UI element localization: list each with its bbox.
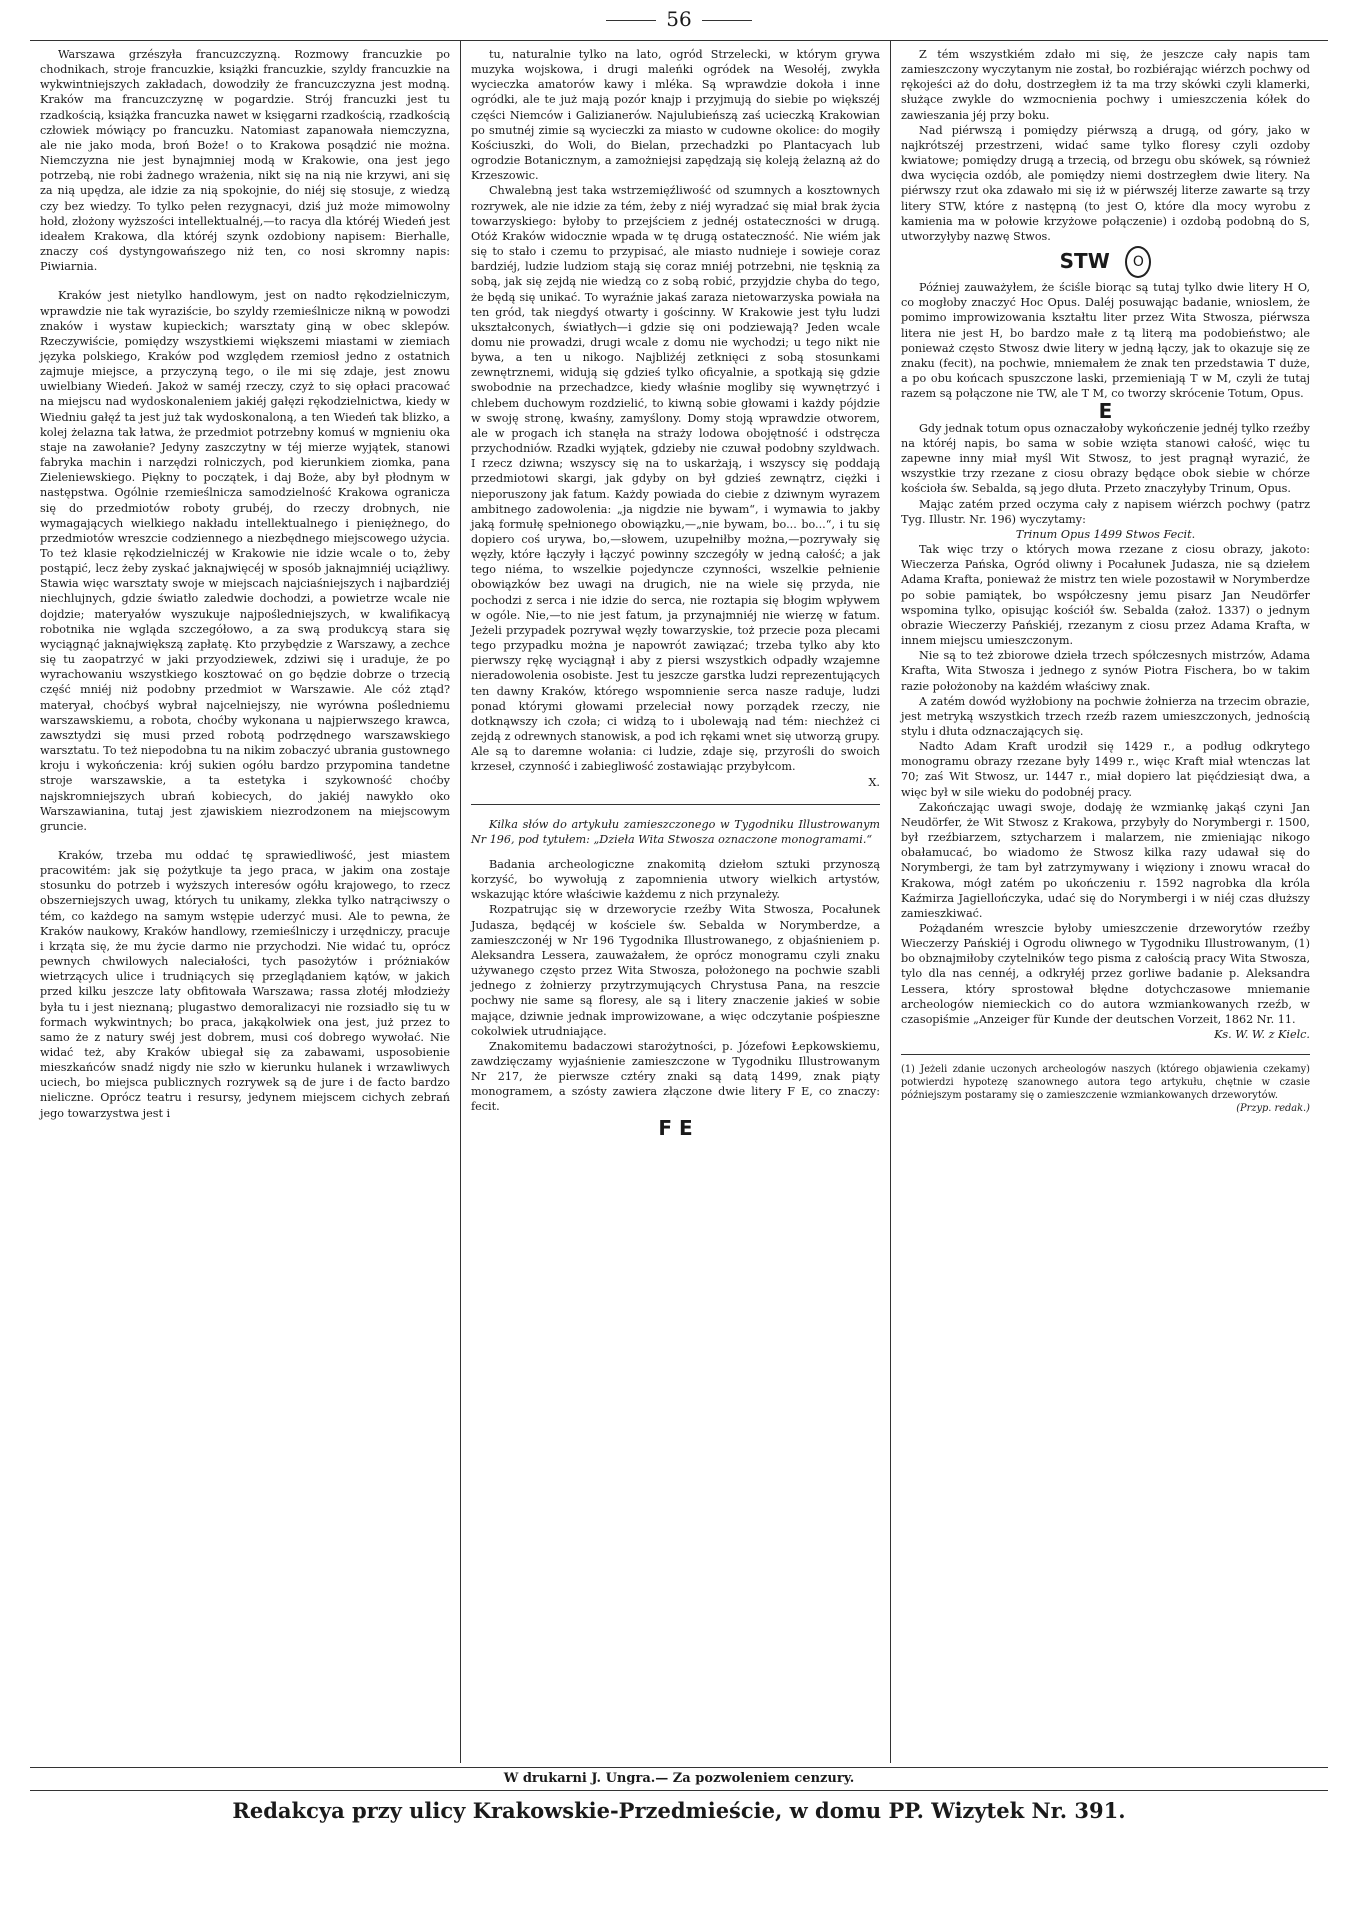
column-left [30, 41, 460, 1763]
text-columns [30, 40, 1328, 1763]
footnote-text: (1) Jeżeli zdanie uczonych archeologów naszych (którego objawienia czekamy) potwierdzi hypotezę szanownego autora tego artykułu, chętnie w czasie późniejszym postaramy się o zamieszczenie wzmiankowanych drzeworytów. [901, 1064, 1310, 1102]
paragraph: Kraków jest nietylko handlowym, jest on nadto rękodzielniczym, wprawdzie nie tak wyraziście, bo szyldy rzemieślnicze nikną w powodzi znaków i wystaw kupieckich; warsztaty giną w obec sklepów. Rzeczywiście, pomiędzy wszystkiemi większemi miastami w ziemiach języka polskiego, Kraków pod względem rzemiosł jedno z ostatnich zajmuje miejsce, a przyczyną tego, o ile mi się zdaje, jest znowu uwielbiany Wiedeń. Jakoż w saméj rzeczy, czyż to się opłaci pracować na miejscu nad wydoskonaleniem jakiéj gałęzi rękodzielnictwa, kiedy w Wiedniu gałęź ta jest już tak wydoskonaloną, a ten Wiedeń tak blizko, a kolej żelazna tak łatwa, że przedmiot potrzebny komuś w mgnieniu oka staje na zawołanie? Jedyny zaszczytny w téj mierze wyjątek, stanowi fabryka machin i narzędzi rolniczych, pod kierunkiem ziomka, pana Zieleniewskiego. Piękny to początek, i daj Boże, aby był płodnym w następstwa. Ogólnie rzemieślnicza samodzielność Krakowa ogranicza się do przedmiotów roboty grubéj, do rzeczy drobnych, nie wymagających wielkiego nakładu intellektualnego i pieniężnego, do przedmiotów wreszcie codziennego a niezbędnego miejscowego użycia. To też klasie rękodzielniczéj w Krakowie nie idzie wcale o to, żeby postąpić, lecz żeby zyskać jaknajwięcéj w sposób jaknajmniéj uciążliwy. Stawia więc warsztaty swoje w miejscach najciaśniejszych i najbardziéj niechlujnych, gdzie światło zaledwie dochodzi, a powietrze wcale nie dojdzie; materyałów wyszukuje najpośledniejszych, w kwalifikacyą robotnika nie wgląda szczegółowo, a za swą produkcyą stara się wyciągnąć jaknajwiększą zapłatę. Kto przybędzie z Warszawy, a zechce się tu zaopatrzyć w jaki przyodziewek, zdziwi się i uraduje, że po wyrachowaniu wszystkiego kosztować on go będzie dobrze o trzecią część mniéj niż podobny przedmiot w Warszawie. Ale cóż ztąd? materyał, choćbyś wybrał najcelniejszy, nie wyrówna pośledniemu warszawskiemu, a robota, choćby wykonana u najpierwszego krawca, zawsztydzi się musi przed robotą podrzędnego warszawskiego warsztatu. To też niepodobna tu na nikim zobaczyć ubrania gustownego kroju i wykończenia: krój sukien ogółu bardzo przypomina tandetne stroje warszawskie, a ta estetyka i szykowność choćby najskromniejszych ubrań kobiecych, do jakiéj nawykło oko Warszawianina, tutaj jest zjawiskiem niezrodzonem na miejscowym gruncie. [40, 289, 450, 833]
paragraph: Chwalebną jest taka wstrzemięźliwość od szumnych a kosztownych rozrywek, ale nie idzie za tém, żeby z niéj wyradzać się miał brak życia towarzyskiego: byłoby to przejściem z jednéj ostateczności w drugą. Otóż Kraków widocznie wpada w tę drugą ostateczność. Nie wiém jak się to stało i czemu to przypisać, ale miasto nudnieje i sowieje coraz bardziéj, ludzie ludziom stają się coraz mniéj potrzebni, nie tęsknią za sobą, jak się zejdą nie wiedzą co z sobą robić, przyjdzie chyba do tego, że będą się unikać. To wyraźnie jakaś zaraza nietowarzyska powiała na ten gród, tak niegdyś otwarty i gościnny. W Krakowie jest tyłu ludzi ukształconych, światłych—i gdzie się oni podziewają? Jeden wcale domu nie prowadzi, drugi wcale z domu nie wychodzi; u tego nikt nie bywa, a ten u nikogo. Najbliżéj zetknięci z sobą stosunkami zewnętrznemi, widują się gdzieś tylko oficyalnie, a spotkają się gdzie swobodnie na przechadzce, kiedy właśnie mogliby się wywnętrzyć i chlebem duchowym rozdzielić, to kiwną sobie głowami i każdy pójdzie w swoję stronę, kwaśny, zamyślony. Domy stoją wprawdzie otworem, ale w progach ich stanęła na straży lodowa obojętność i odstręcza przychodniów. Rzadki wyjątek, gdzieby nie czuwał podobny szyldwach. I rzecz dziwna; wszyscy się na to uskarżają, i wszyscy się poddają przedmiotowi skargi, jak gdyby on był gdzieś zewnątrz, ciężki i nieporuszony jak fatum. Każdy powiada do ciebie z dziwnym wyrazem ambitnego zadowolenia: „ja nigdzie nie bywam“, i wymawia to jakby jaką formułę spełnionego obowiązku,—„nie bywam, bo... bo...“, i tu się dopiero coś urywa, bo,—słowem, uzupełniłby można,—pozrywały się węzły, które łączyły i łączyć powinny szczegóły w jedną całość; a jak tego niéma, to wszelkie pojedyncze czynności, wszelkie pełnienie obowiązków bez uwagi na drugich, nie na wiele się przyda, nie pochodzi z serca i nie idzie do serca, nie roztapia się błogim wpływem w ogóle. Nie,—to nie jest fatum, ja przynajmniéj nie wierzę w fatum. Jeżeli przypadek pozrywał węzły towarzyskie, toż przecie poza plecami tego przypadku można je napowrót zawiązać; trzeba tylko aby kto pierwszy rękę wyciągnął i aby z piersi wszystkich odpadły wzajemne nieradowolenia osobiste. Jest tu jeszcze garstka ludzi reprezentujących ten dawny Kraków, którego wspomnienie serca nasze raduje, ludzi ponad którymi głowami przeleciał nowy porządek rzeczy, nie dotknąwszy ich czoła; ci widzą to i ubolewają nad tém: niechżeż ci zejdą z odrewnych stanowisk, a pod ich rękami wnet się utworzą grupy. Ale są to daremne wołania: ci ludzie, zdaje się, przyrośli do swoich krzeseł, czynność i zabiegliwość zostawiając przybyłcom. [471, 184, 880, 774]
paragraph: Warszawa grzészyła francuzczyzną. Rozmowy francuzkie po chodnikach, stroje francuzkie, książki francuzkie, szyldy francuzkie na wykwintniejszych zakładach, dowodziły że francuzczyzna jest modną. Kraków ma francuzczyznę w pogardzie. Strój francuzki jest tu rzadkością, książka francuzka nawet w księgarni rzadkością, rzadkością człowiek mówiący po francuzku. Natomiast zapanowała niemczyzna, ale nie jako moda, broń Boże! o to Krakowa posądzić nie można. Niemczyzna nie jest bynajmniej modą w Krakowie, ona jest jego potrzebą, nie robi żadnego wrażenia, nikt się na nią nie krzywi, ani się za nią upędza, ale idzie za nią spokojnie, do niéj się stosuje, z wiedzą czy bez wiedzy. To tylko pełen rezygnacyi, dziś już może mimowolny hołd, złożony wyższości intellektualnéj,—to racya dla któréj Wiedeń jest ideałem Krakowa, dla któréj szynk ozdobiony napisem: Bierhalle, znaczy coś dystyngowańszego niż ten, co nosi skromny napis: Piwiarnia. [40, 48, 450, 274]
footnote [901, 1054, 1310, 1115]
paragraph: tu, naturalnie tylko na lato, ogród Strzelecki, w którym grywa muzyka wojskowa, i drugi maleńki ogródek na Wesołéj, zwykła wycieczka amatorów kawy i mléka. Są wprawdzie dokoła i inne ogródki, ale te już mają pozór knajp i przyjmują do siebie po większéj części Niemców i Galizianerów. Najulubieńszą zaś ucieczką Krakowian po smutnéj zimie są wycieczki za miasto w cudowne okolice: do mogiły Kościuszki, do Woli, do Bielan, przechadzki po Plantacyach lub ogrodzie Botanicznym, a zamożniejsi zapędzają się koleją żelazną aż do Krzeszowic. [471, 48, 880, 183]
paragraph: Później zauważyłem, że ściśle biorąc są tutaj tylko dwie litery H O, co mogłoby znaczyć Hoc Opus. Daléj posuwając badanie, wnioslem, że pomimo improwizowania kształtu liter przez Wita Stwosza, piérwsza litera nie jest H, bo bardzo małe z tą literą ma podobieństwo; ale ponieważ często Stwosz dwie litery w jedną łączy, jak to okazuje się ze znaku (fecit), na pochwie, mniemałem że znak ten przedstawia T duże, a po obu końcach spuszczone laski, przemieniają T w M, czyli że tutaj razem są połączone nie TW, ale T M, co tworzy skrócenie Totum, Opus. [901, 281, 1310, 401]
inscription: Trinum Opus 1499 Stwos Fecit. [1015, 527, 1196, 541]
paragraph: Z tém wszystkiém zdało mi się, że jeszcze cały napis tam zamieszczony wyczytanym nie został, bo rozbiérając wiérzch pochwy od rękojeści aż do dołu, dostrzegłem iż ta ma trzy skówki czyli klamerki, służące zwykle do wzmocnienia pochwy i umieszczenia kółek do zawieszania jéj przy boku. [901, 48, 1310, 122]
paragraph: Tak więc trzy o których mowa rzezane z ciosu obrazy, jakoto: Wieczerza Pańska, Ogród oliwny i Pocałunek Judasza, nie są dziełem Adama Krafta, ponieważ że mistrz ten wiele pozostawił w Norymberdze po sobie pamiątek, bo współczesny jemu pisarz Jan Neudörfer wspomina tylko, opisując kościół św. Sebalda (założ. 1337) o jednym obrazie Wieczerzy Pańskiéj, rzezanym z ciosu przez Adama Krafta, w innem miejscu umieszczonym. [901, 543, 1310, 648]
paragraph: Gdy jednak totum opus oznaczałoby wykończenie jednéj tylko rzeźby na któréj napis, bo sama w sobie wzięta stanowi całość, więc tu zapewne inny miał myśl Wit Stwosz, to jest pragnął wyrazić, że wszystkie trzy rzezane z ciosu obrazy będące obok siebie w chórze kościoła św. Sebalda, są jego dłuta. Przeto znaczyłyby Trinum, Opus. [901, 421, 1310, 496]
monogram-fe: F E [658, 1116, 693, 1141]
monogram-figure [901, 246, 1310, 278]
editorial-address: Redakcya przy ulicy Krakowskie-Przedmieście, w domu PP. Wizytek Nr. 391. [232, 1798, 1126, 1823]
paragraph: Pożądaném wreszcie byłoby umieszczenie drzeworytów rzeźby Wieczerzy Pańskiéj i Ogrodu oliwnego w Tygodniku Illustrowanym, (1) bo obznajmiłoby czytelników tego pisma z całością pracy Wita Stwosza, tylo dla nas cennéj, a odkryłéj przez gorliwe badanie p. Aleksandra Lessera, który sprostował błędne dotychczasowe mniemanie archeologów niemieckich co do autora wzmiankowanych rzeźb, w czasopiśmie „Anzeiger für Kunde der deutschen Vorzeit, 1862 Nr. 11. [901, 922, 1310, 1026]
column-right [890, 41, 1320, 1763]
paragraph: Nadto Adam Kraft urodził się 1429 r., a podług odkrytego monogramu obrazy rzezane były 1499 r., więc Kraft miał wtenczas lat 70; zaś Wit Stwosz, ur. 1447 r., miał dopiero lat pięćdziesiąt dwa, a więc był w sile wieku do podobnéj pracy. [901, 740, 1310, 799]
monogram-e-mark: E [1098, 398, 1113, 423]
page-number-text: 56 [666, 7, 692, 31]
monogram-ring-o: O [1125, 246, 1151, 278]
paragraph: Mając zatém przed oczyma cały z napisem wiérzch pochwy (patrz Tyg. Illustr. Nr. 196) wyczytamy: [901, 497, 1310, 526]
paragraph: Rozpatrując się w drzeworycie rzeźby Wita Stwosza, Pocałunek Judasza, będącéj w kościele św. Sebalda w Norymberdze, a zamieszczonéj w Nr 196 Tygodnika Illustrowanego, z objaśnieniem p. Aleksandra Lessera, zauważałem, że oprócz monogramu czyli znaku używanego często przez Wita Stwosza, położonego na pochwie szabli jednego z żołnierzy przytrzymujących Chrystusa Pana, na reszcie pochwy nie same są floresy, ale są i litery znaczenie jakieś w sobie mające, dziwnie jednak improwizowane, a więc odczytanie pośpieszne cokolwiek utrudniające. [471, 903, 880, 1038]
monogram-row [471, 1116, 880, 1141]
printer-line: W drukarni J. Ungra.— Za pozwoleniem cenzury. [30, 1767, 1328, 1791]
article-signature: X. [868, 775, 880, 789]
monogram-figure [901, 398, 1310, 423]
page-number-rule-right [702, 20, 752, 21]
monogram-stw: STW [1059, 249, 1110, 274]
author-signature: Ks. W. W. z Kielc. [1214, 1028, 1310, 1042]
footnote-attribution: (Przyp. redak.) [1236, 1103, 1310, 1115]
paragraph: Nad piérwszą i pomiędzy piérwszą a drugą, od góry, jako w najkrótszéj przestrzeni, widać same tylko floresy czyli ozdoby kwiatowe; pomiędzy drugą a trzecią, od brzegu obu skówek, są również dwa wycięcia ozdób, ale pomiędzy niemi dostrzegłem dwie litery. Na piérwszy rzut oka zdawało mi się iż w piérwszéj literze zawarte są trzy litery STW, które z następną (to jest O, które dla mocy wyrobu z kamienia ma w połowie krzyżowe połączenie) i ozdobą podobną do S, utworzyłyby nazwę Stwos. [901, 123, 1310, 243]
paragraph: Nie są to też zbiorowe dzieła trzech spółczesnych mistrzów, Adama Krafta, Wita Stwosza i jednego z synów Piotra Fischera, bo w takim razie położonoby na każdém właściwy znak. [901, 649, 1310, 693]
page-number-rule-left [606, 20, 656, 21]
paragraph: A zatém dowód wyżłobiony na pochwie żołnierza na trzecim obrazie, jest metryką wszystkich trzech rzeźb razem umieszczonych, jednością stylu i dłuta odznaczających się. [901, 694, 1310, 738]
paragraph: Kraków, trzeba mu oddać tę sprawiedliwość, jest miastem pracowitém: jak się pożytkuje ta jego praca, w jakim ona zostaje stosunku do potrzeb i wyższych interesów ogółu krajowego, to rzecz obszerniejszych uwag, których tu unikamy, zlekka tylko natrąciwszy o tém, co każdego na samym wstępie uderzyć musi. Ale to pewna, że Kraków naukowy, Kraków handlowy, rzemieślniczy i urzędniczy, pracuje i krząta się, że mu życie darmo nie przychodzi. Nie widać tu, oprócz pewnych chwilowych naleciałości, tych pasożytów i próżniaków wietrzących ulice i trudniących się przeglądaniem kątów, w jakich przed kilku jeszcze laty obfitowała Warszawa; rassa złotéj młodzieży była tu i jest nieznaną; plugastwo demoralizacyi nie rozsiadło się tu w formach wykwintnych; bo praca, jakąkolwiek ona jest, już przez to samo że z natury swéj jest dobrem, musi coś dobrego wywołać. Nie widać też, aby Kraków ubiegał się za zabawami, usposobienie mieszkańców snadź nigdy nie szło w kierunku hulanek i wrzawliwych uciech, bo miejsca publicznych rozrywek są de jure i de facto bardzo nieliczne. Oprócz teatru i resursy, jedynem miejscem cichych zebrań jego towarzystwa jest i [40, 848, 450, 1120]
article-title: Kilka słów do artykułu zamieszczonego w Tygodniku Illustrowanym Nr 196, pod tytułem: „Dzieła Wita Stwosza oznaczone monogramami.“ [471, 804, 880, 847]
page-number [30, 6, 1328, 32]
paragraph: Zakończając uwagi swoje, dodaję że wzmiankę jakąś czyni Jan Neudörfer, że Wit Stwosz z Krakowa, przybyły do Norymbergi r. 1500, był rzeźbiarzem, sztycharzem i malarzem, nie zmieniając nikogo obałamucać, bo wiadomo że Stwosz kilka razy udawał się do Norymbergi, że tam był zatrzymywany i więziony i znowu wracał do Krakowa, mógł zatém po ukończeniu r. 1592 nagrobka dla króla Kaźmirza Jagiellończyka, udać się do Norymbergi i w niéj czas dłuższy zamieszkiwać. [901, 800, 1310, 920]
column-middle [460, 41, 890, 1763]
paragraph: Badania archeologiczne znakomitą dziełom sztuki przynoszą korzyść, bo wywołują z zapomnienia utwory wielkich artystów, wskazując które właściwie każdemu z nich przynależy. [471, 857, 880, 902]
paragraph: Znakomitemu badaczowi starożytności, p. Józefowi Łepkowskiemu, zawdzięczamy wyjaśnienie zamieszczone w Tygodniku Illustrowanym Nr 217, że pierwsze cztéry znaki są datą 1499, znak piąty monogramem, a szósty zawiera złączone dwie litery F E, co znaczy: fecit. [471, 1039, 880, 1114]
